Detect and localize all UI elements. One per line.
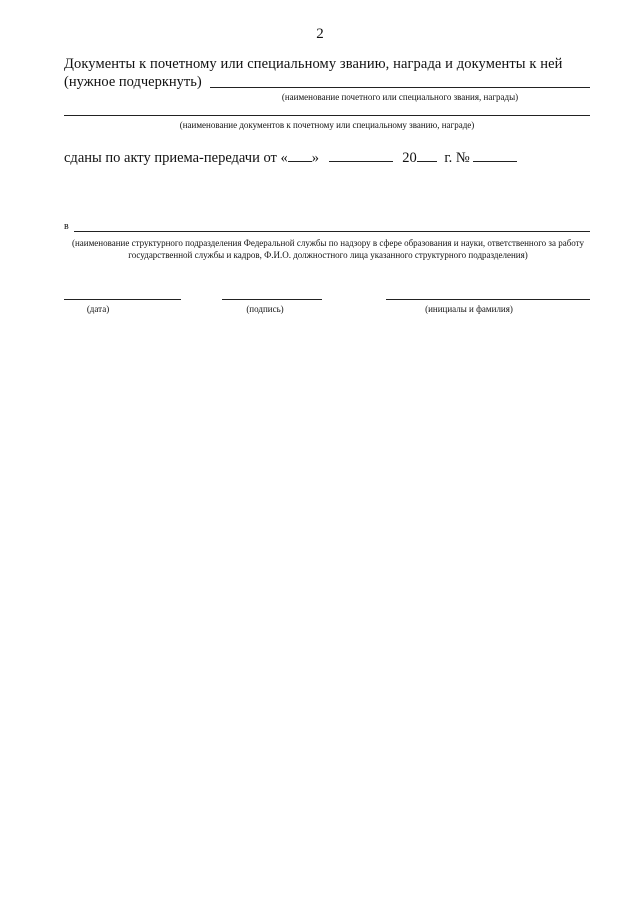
act-number-blank[interactable]: [473, 149, 517, 162]
initials-caption: (инициалы и фамилия): [425, 304, 513, 314]
to-label: в: [64, 221, 69, 232]
page-number: 2: [316, 26, 324, 42]
act-year-prefix: 20: [402, 150, 417, 166]
initials-blank[interactable]: [386, 299, 590, 300]
act-year-suffix: г. №: [444, 150, 470, 166]
act-prefix: сданы по акту приема-передачи от «: [64, 150, 288, 166]
title-name-caption: (наименование почетного или специального звания, награды): [281, 92, 519, 102]
signature-caption: (подпись): [246, 304, 284, 314]
act-quote-close: »: [311, 150, 319, 166]
act-month-blank[interactable]: [329, 149, 393, 162]
act-line: [64, 149, 517, 167]
title-name-blank[interactable]: [210, 87, 590, 88]
department-caption: (наименование структурного подразделения Федеральной службы по надзору в сфере образования и науки, ответственного за работу государственной службы и кадров, Ф.И.О. должностного лица указанного структурного подразделения): [71, 238, 584, 260]
date-blank[interactable]: [64, 299, 181, 300]
date-caption: (дата): [86, 304, 110, 314]
documents-name-caption: (наименование документов к почетному или специальному званию, награде): [179, 120, 475, 130]
documents-name-blank[interactable]: [64, 115, 590, 116]
department-blank[interactable]: [74, 231, 590, 232]
act-year-blank[interactable]: [417, 149, 437, 162]
documents-line: Документы к почетному или специальному званию, награда и документы к ней: [64, 56, 563, 72]
act-day-blank[interactable]: [288, 149, 312, 162]
signature-blank[interactable]: [222, 299, 322, 300]
documents-line-continuation: (нужное подчеркнуть): [64, 74, 202, 90]
